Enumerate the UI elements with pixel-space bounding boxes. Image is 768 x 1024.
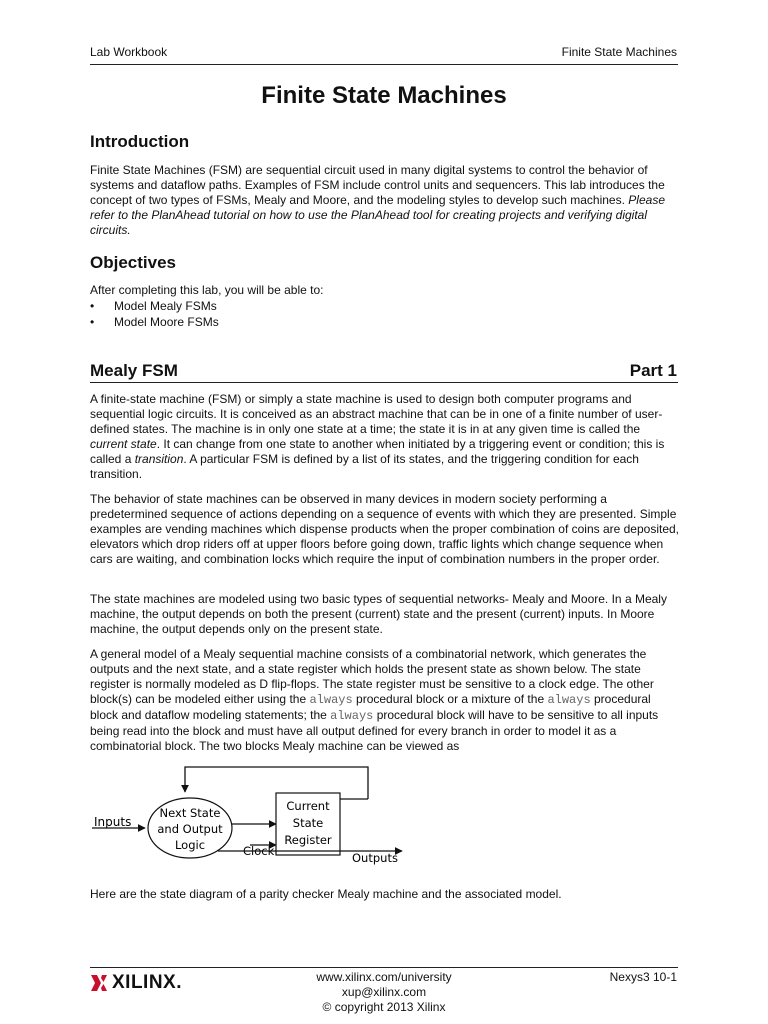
objective-text: Model Mealy FSMs bbox=[114, 299, 217, 313]
keyword-always: always bbox=[330, 709, 374, 723]
footer-email[interactable]: xup@xilinx.com bbox=[341, 985, 427, 999]
register-label-line-1: Current bbox=[286, 799, 330, 813]
keyword-always: always bbox=[547, 693, 591, 707]
mealy-paragraph-1 bbox=[90, 392, 680, 482]
mealy-paragraph-4 bbox=[90, 647, 680, 754]
logic-label-line-2: and Output bbox=[157, 822, 223, 836]
mealy-paragraph-2: The behavior of state machines can be observed in many devices in modern society performing a predetermined sequence of actions depending on a sequence of events with which they are presented. Simple examples are vending machines which dispense products when the proper combination of coins are deposited, elevators which drop riders off at upper floors before going down, traffic lights which change sequence when cars are waiting, and combination locks which require the input of combination numbers in the proper order. bbox=[90, 492, 680, 566]
keyword-always: always bbox=[309, 693, 353, 707]
text-run: procedural block or a mixture of the bbox=[352, 692, 548, 706]
objective-text: Model Moore FSMs bbox=[114, 315, 219, 329]
logic-label-line-1: Next State bbox=[159, 806, 221, 820]
mealy-paragraph-5: Here are the state diagram of a parity checker Mealy machine and the associated model. bbox=[90, 887, 562, 901]
inputs-label: Inputs bbox=[94, 815, 132, 829]
section-divider bbox=[90, 382, 678, 383]
xilinx-logo-text: XILINX. bbox=[112, 972, 183, 993]
text-run: . A particular FSM is defined by a list of its states, and the triggering condition for each transition. bbox=[90, 452, 639, 481]
introduction-paragraph bbox=[90, 163, 680, 238]
logic-label-line-3: Logic bbox=[174, 838, 206, 852]
footer-divider bbox=[90, 967, 678, 968]
register-label-line-3: Register bbox=[284, 833, 332, 847]
footer-url[interactable]: www.xilinx.com/university bbox=[316, 970, 452, 984]
outputs-label: Outputs bbox=[352, 851, 398, 865]
text-run: . It can change from one state to another when initiated by a triggering event or condition; this is called a bbox=[90, 437, 665, 466]
term-transition: transition bbox=[134, 452, 184, 466]
mealy-machine-diagram bbox=[90, 764, 410, 874]
header-right: Finite State Machines bbox=[561, 45, 677, 59]
mealy-heading: Mealy FSM bbox=[90, 361, 178, 380]
text-run: A finite-state machine (FSM) or simply a state machine is used to design both computer programs and sequential logic circuits. It is conceived as an abstract machine that can be in one of a finite number of user-defined states. The machine is in only one state at a time; the state it is in at any given time is called the bbox=[90, 392, 663, 436]
introduction-heading: Introduction bbox=[90, 132, 190, 151]
text-run: A general model of a Mealy sequential machine consists of a combinatorial network, which generates the outputs and the next state, and a state register which holds the present state as shown below. The state register is normally modeled as D flip-flops. The state register must be sensitive to a clock edge. The other block(s) can be modeled either using the bbox=[90, 647, 654, 706]
header-divider bbox=[90, 64, 678, 65]
objective-item bbox=[90, 298, 219, 314]
register-label-line-2: State bbox=[292, 816, 324, 830]
page-number: Nexys3 10-1 bbox=[609, 970, 677, 984]
page-title: Finite State Machines bbox=[261, 82, 507, 109]
mealy-paragraph-3: The state machines are modeled using two basic types of sequential networks- Mealy and Moore. In a Mealy machine, the output depends on both the present (current) state and the present (current) inputs. In Moore machine, the output depends only on the present state. bbox=[90, 592, 667, 636]
text-run: procedural block and dataflow modeling statements; the bbox=[90, 692, 651, 722]
introduction-note: Please refer to the PlanAhead tutorial on how to use the PlanAhead tool for creating projects and verifying digital circuits. bbox=[90, 193, 665, 237]
objective-item bbox=[90, 314, 219, 330]
footer-copyright: © copyright 2013 Xilinx bbox=[322, 1000, 446, 1014]
header-left: Lab Workbook bbox=[90, 45, 168, 59]
objectives-heading: Objectives bbox=[90, 253, 176, 272]
clock-label: Clock bbox=[243, 844, 275, 858]
part-label: Part 1 bbox=[629, 361, 677, 380]
term-current-state: current state bbox=[90, 437, 157, 451]
objectives-list bbox=[90, 298, 219, 330]
objectives-lead: After completing this lab, you will be able to: bbox=[90, 283, 324, 297]
bullet: • bbox=[90, 299, 95, 313]
text-run: procedural block will have to be sensitive to all inputs being read into the block and must have all output defined for every branch in order to model it as a combinatorial block. The two blocks Mealy machine can be viewed as bbox=[90, 708, 659, 753]
bullet: • bbox=[90, 315, 95, 329]
introduction-text: Finite State Machines (FSM) are sequential circuit used in many digital systems to control the behavior of systems and dataflow paths. Examples of FSM include control units and sequencers. This lab introduces the concept of two types of FSMs, Mealy and Moore, and the modeling styles to develop such machines. bbox=[90, 163, 665, 207]
